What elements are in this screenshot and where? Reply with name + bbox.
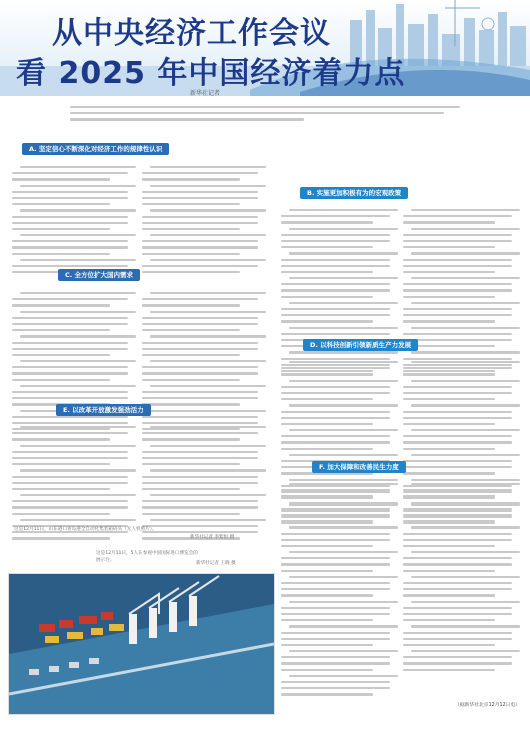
section-c-header: C. 全方位扩大国内需求 <box>58 269 140 281</box>
section-a-header: A. 坚定信心不断深化对经济工作的规律性认识 <box>22 143 169 155</box>
section-a-body-left <box>12 162 138 277</box>
photo-caption-2: 这是12月11日，5人在参观中国国际进口博览会的 <box>96 551 198 556</box>
section-f-body-right <box>403 479 521 675</box>
section-b-header: B. 实施更加积极有为的宏观政策 <box>300 187 408 199</box>
header-banner <box>0 0 530 96</box>
section-b-body-right <box>403 205 521 376</box>
port-photo <box>8 573 275 715</box>
lead-paragraph <box>70 102 460 125</box>
photo-credit-1: 新华社记者 李紫恒 摄 <box>190 535 235 540</box>
byline: 新华社记者 <box>190 90 221 97</box>
section-f-body-left <box>281 479 399 700</box>
section-f-header: F. 加大保障和改善民生力度 <box>312 461 406 473</box>
photo-credit-2: 新华社记者 王晓 摄 <box>196 561 236 566</box>
headline-line-1: 从中央经济工作会议 <box>52 16 331 51</box>
section-d-header: D. 以科技创新引领新质生产力发展 <box>303 339 418 351</box>
source-note: （据新华社北京12月12日电） <box>455 703 520 708</box>
photo-caption-1: 这是12月11日，山东港口青岛港全自动化集装箱码头（无人机照片）。 <box>14 527 157 532</box>
section-a-body-right <box>142 162 268 277</box>
headline-line-2: 看 2025 年中国经济着力点 <box>16 56 406 91</box>
section-e-header: E. 以改革开放激发强劲活力 <box>56 404 151 416</box>
section-c-body-right <box>142 288 268 434</box>
photo-caption-3: 展示台。 <box>96 558 115 563</box>
